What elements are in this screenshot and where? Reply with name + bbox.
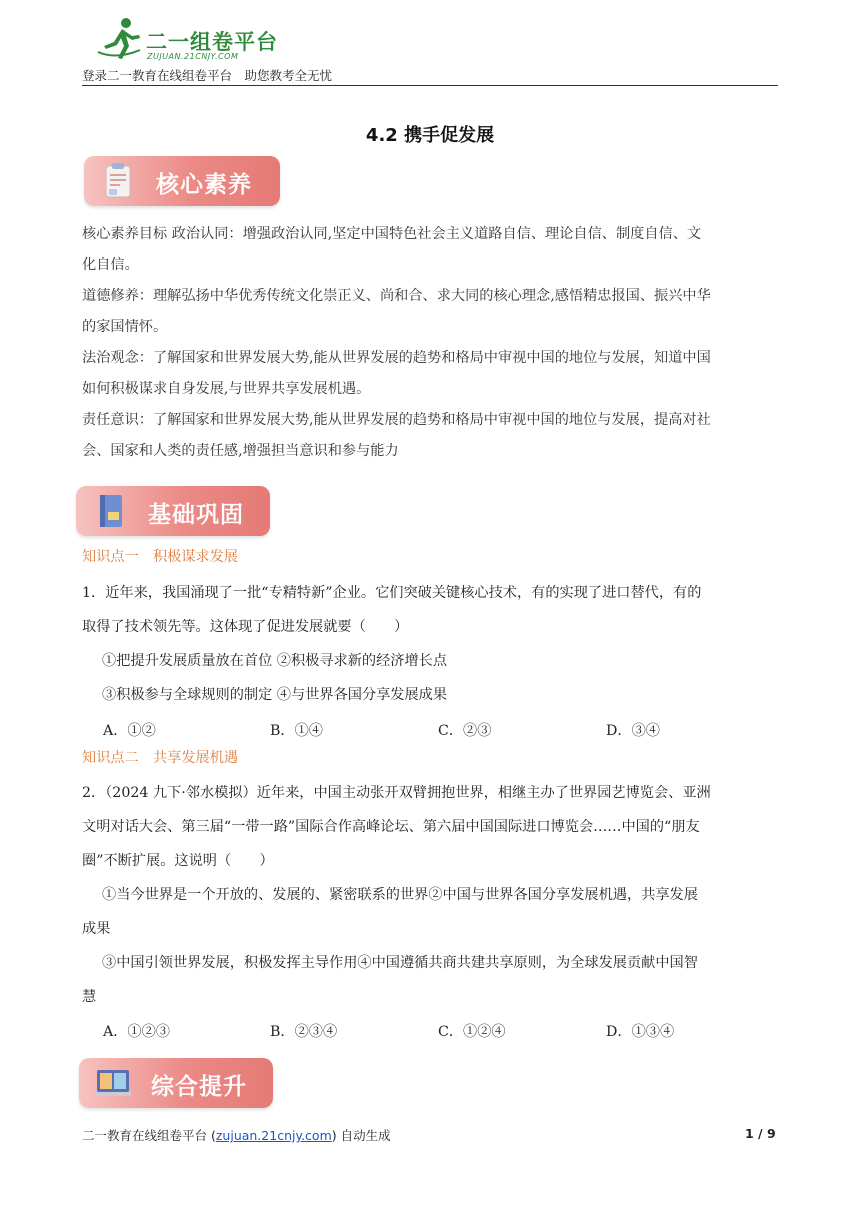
question-stem: 文明对话大会、第三届“一带一路”国际合作高峰论坛、第六届中国国际进口博览会……中国的“朋友 <box>82 819 700 835</box>
knowledge-point-1: 知识点一 积极谋求发展 <box>82 549 239 565</box>
core-paragraph: 道德修养：理解弘扬中华优秀传统文化崇正义、尚和合、求大同的核心理念,感悟精忠报国、振兴中华 的家国情怀。 <box>82 288 711 335</box>
question-2 <box>82 776 782 1014</box>
option-a: A．①② <box>103 723 156 739</box>
footer-suffix: ) 自动生成 <box>331 1128 391 1143</box>
question-stem: 1．近年来，我国涌现了一批“专精特新”企业。它们突破关键核心技术，有的实现了进口替代，有的 <box>82 585 702 601</box>
statement-line: ③中国引领世界发展，积极发挥主导作用④中国遵循共商共建共享原则，为全球发展贡献中国智 <box>102 955 698 971</box>
statement-line: 慧 <box>82 989 97 1005</box>
core-paragraph: 核心素养目标 政治认同：增强政治认同,坚定中国特色社会主义道路自信、理论自信、制度自信、文 化自信。 <box>82 226 702 273</box>
option-c: C．②③ <box>438 723 492 739</box>
option-b: B．①④ <box>270 723 323 739</box>
option-d: D．①③④ <box>606 1024 675 1040</box>
core-paragraph: 责任意识：了解国家和世界发展大势,能从世界发展的趋势和格局中审视中国的地位与发展，提高对社 会、国家和人类的责任感,增强担当意识和参与能力 <box>82 412 711 459</box>
header-divider <box>82 85 778 86</box>
statement-line: ①当今世界是一个开放的、发展的、紧密联系的世界②中国与世界各国分享发展机遇，共享发展 <box>102 887 698 903</box>
statement-line: ①把提升发展质量放在首位 ②积极寻求新的经济增长点 <box>102 653 448 669</box>
question-stem: 2．（2024 九下·邻水模拟）近年来，中国主动张开双臂拥抱世界，相继主办了世界园艺博览会、亚洲 <box>82 785 711 801</box>
option-c: C．①②④ <box>438 1024 506 1040</box>
statement-line: ③积极参与全球规则的制定 ④与世界各国分享发展成果 <box>102 687 448 703</box>
knowledge-point-2: 知识点二 共享发展机遇 <box>82 750 239 766</box>
option-b: B．②③④ <box>270 1024 338 1040</box>
section-title-core: 核心素养 <box>156 172 252 198</box>
section-banner-advance <box>79 1058 273 1108</box>
question-1 <box>82 576 782 712</box>
logo-subtext: ZUJUAN.21CNJY.COM <box>147 52 239 61</box>
footer-link[interactable]: zujuan.21cnjy.com <box>215 1128 332 1143</box>
logo-text: 二一组卷平台 <box>146 30 278 54</box>
option-d: D．③④ <box>606 723 660 739</box>
question-stem: 取得了技术领先等。这体现了促进发展就要（ ） <box>82 619 409 635</box>
footer-prefix: 二一教育在线组卷平台 ( <box>82 1128 216 1143</box>
document-title: 4.2 携手促发展 <box>365 125 495 146</box>
footer-source <box>82 1126 391 1144</box>
section-banner-core <box>84 156 280 206</box>
section-title-basic: 基础巩固 <box>148 502 244 528</box>
section-title-advance: 综合提升 <box>151 1074 247 1100</box>
core-literacy-text <box>82 219 782 467</box>
question-stem: 圈”不断扩展。这说明（ ） <box>82 853 274 869</box>
book-icon <box>90 492 130 530</box>
header-slogan: 登录二一教育在线组卷平台 助您教考全无忧 <box>82 68 333 83</box>
clipboard-icon <box>98 162 138 200</box>
page-number: 1 / 9 <box>745 1126 776 1141</box>
section-banner-basic <box>76 486 270 536</box>
screen-icon <box>93 1064 133 1102</box>
statement-line: 成果 <box>82 921 111 937</box>
option-a: A．①②③ <box>103 1024 170 1040</box>
runner-logo-icon <box>96 16 146 62</box>
core-paragraph: 法治观念：了解国家和世界发展大势,能从世界发展的趋势和格局中审视中国的地位与发展，知道中国 如何积极谋求自身发展,与世界共享发展机遇。 <box>82 350 711 397</box>
